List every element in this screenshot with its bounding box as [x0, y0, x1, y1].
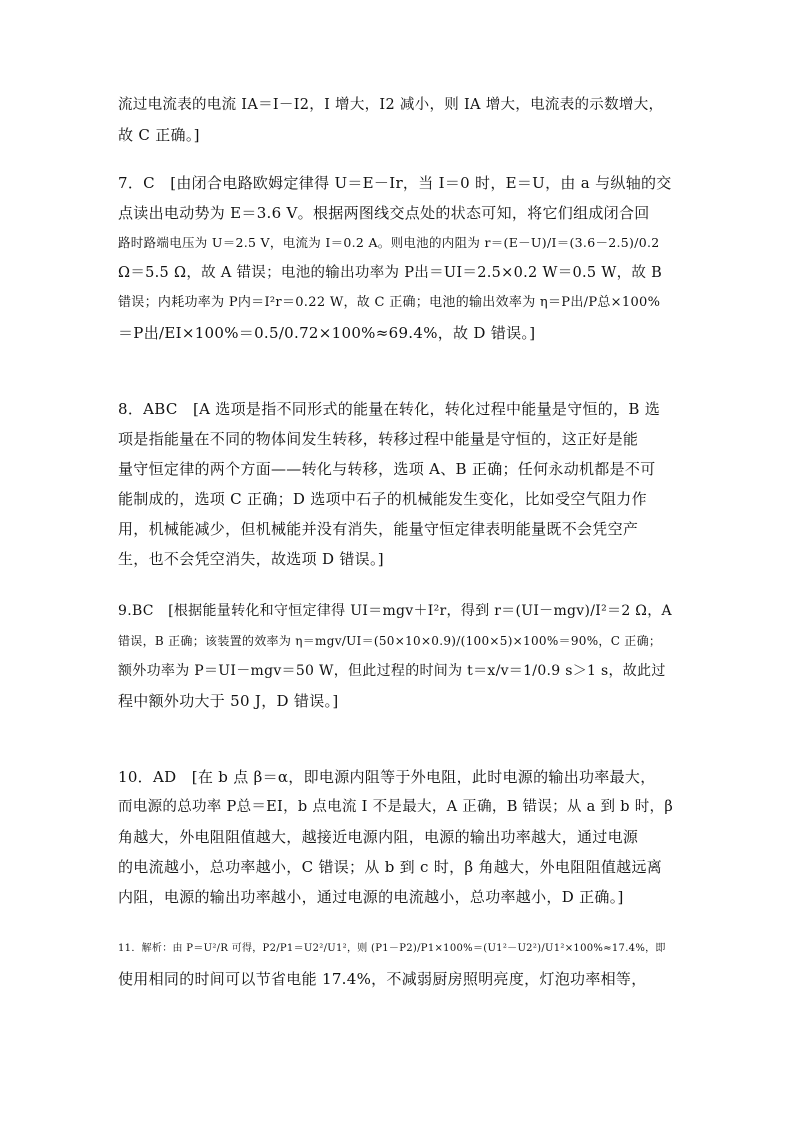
- answer-11: [118, 934, 678, 994]
- text-line: 程中额外功大于 50 J，D 错误。]: [118, 692, 339, 710]
- text-line: 而电源的总功率 P总＝EI，b 点电流 I 不是最大，A 正确，B 错误；从 a 到 b 时，β: [118, 799, 674, 815]
- answer-6-continuation: [118, 90, 678, 150]
- text-line: 用，机械能减少，但机械能并没有消失，能量守恒定律表明能量既不会凭空产: [118, 520, 639, 538]
- text-line: 11．解析：由 P＝U²/R 可得，P2/P1＝U2²/U1²，则 (P1－P2)/P1×100%＝(U1²－U2²)/U1²×100%≈17.4%，即: [118, 943, 666, 954]
- text-line: 使用相同的时间可以节省电能 17.4%，不减弱厨房照明亮度，灯泡功率相等，: [118, 970, 647, 988]
- text-line: 错误；内耗功率为 P内＝I²r＝0.22 W，故 C 正确；电池的输出效率为 η＝P出/P总×100%: [118, 295, 661, 310]
- text-line: 内阻，电源的输出功率越小，通过电源的电流越小，总功率越小，D 正确。]: [118, 888, 624, 906]
- text-line: 点读出电动势为 E＝3.6 V。根据两图线交点处的状态可知，将它们组成闭合回: [118, 204, 650, 222]
- text-line: 路时路端电压为 U＝2.5 V，电流为 I＝0.2 A。则电池的内阻为 r＝(E－U)/I＝(3.6－2.5)/0.2: [118, 235, 660, 250]
- text-line: 量守恒定律的两个方面——转化与转移，选项 A、B 正确；任何永动机都是不可: [118, 460, 656, 478]
- text-line: Ω＝5.5 Ω，故 A 错误；电池的输出功率为 P出＝UI＝2.5×0.2 W＝0.5 W，故 B: [118, 265, 663, 281]
- text-line: 额外功率为 P＝UI－mgv＝50 W，但此过程的时间为 t＝x/v＝1/0.9 s＞1 s，故此过: [118, 663, 666, 679]
- text-line: 7．C [由闭合电路欧姆定律得 U＝E－Ir，当 I＝0 时，E＝U，由 a 与纵轴的交: [118, 174, 672, 192]
- text-line: 生，也不会凭空消失，故选项 D 错误。]: [118, 550, 384, 568]
- answer-10: [118, 762, 678, 912]
- answer-7: [118, 168, 678, 348]
- answer-8: [118, 394, 678, 574]
- text-line: 的电流越小，总功率越小，C 错误；从 b 到 c 时，β 角越大，外电阻阻值越远离: [118, 858, 663, 876]
- text-line: 故 C 正确。]: [118, 126, 200, 144]
- text-line: 角越大，外电阻阻值越大，越接近电源内阻，电源的输出功率越大，通过电源: [118, 828, 639, 846]
- text-line: 10．AD [在 b 点 β＝α，即电源内阻等于外电阻，此时电源的输出功率最大，: [118, 768, 656, 786]
- text-line: 8．ABC [A 选项是指不同形式的能量在转化，转化过程中能量是守恒的，B 选: [118, 400, 661, 418]
- text-line: 能制成的，选项 C 正确；D 选项中石子的机械能发生变化，比如受空气阻力作: [118, 490, 647, 508]
- text-line: ＝P出/EI×100%＝0.5/0.72×100%≈69.4%，故 D 错误。]: [118, 324, 536, 342]
- text-line: 项是指能量在不同的物体间发生转移，转移过程中能量是守恒的，这正好是能: [118, 430, 639, 448]
- text-line: 9.BC [根据能量转化和守恒定律得 UI＝mgv＋I²r，得到 r＝(UI－mgv)/I²＝2 Ω，A: [118, 603, 672, 619]
- text-line: 错误，B 正确；该装置的效率为 η＝mgv/UI＝(50×10×0.9)/(100×5)×100%＝90%，C 正确；: [118, 634, 662, 648]
- text-line: 流过电流表的电流 IA＝I－I2，I 增大，I2 减小，则 IA 增大，电流表的示数增大，: [118, 97, 664, 113]
- answer-9: [118, 596, 678, 716]
